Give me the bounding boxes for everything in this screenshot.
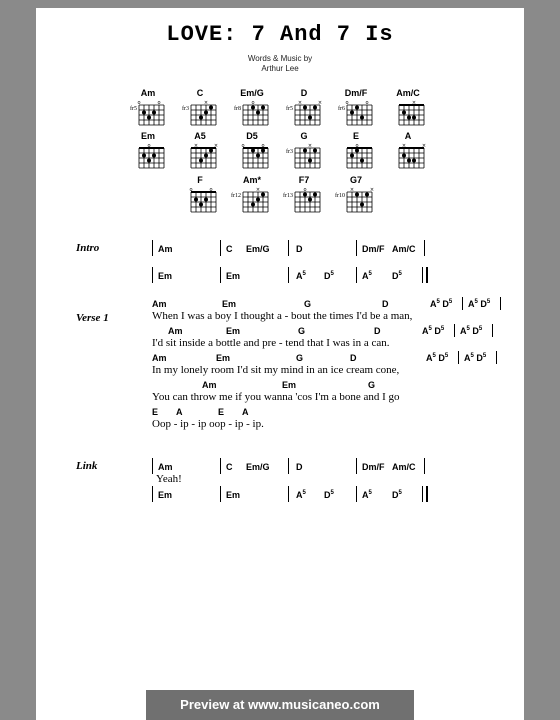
chord-diagram-name: Dm/F xyxy=(344,88,368,98)
chord-label: Dm/F xyxy=(362,244,385,254)
fretboard-grid xyxy=(119,142,177,172)
chord-diagram xyxy=(222,175,282,216)
chord-diagram xyxy=(222,131,282,172)
svg-text:×: × xyxy=(421,143,427,149)
chord-diagram xyxy=(274,131,334,172)
fret-position-label: fr13 xyxy=(283,193,293,199)
lyric-line: In my lonely room I'd sit my mind in an ice cream cone, xyxy=(152,364,400,376)
lyric-line: I'd sit inside a bottle and pre - tend that I was in a can. xyxy=(152,337,390,349)
chord-label: C xyxy=(226,462,233,472)
chord-label: $D^5$ xyxy=(324,490,334,500)
fretboard-grid xyxy=(275,142,333,172)
chord-label: Em xyxy=(222,299,237,309)
chord-label: G xyxy=(304,299,312,309)
chord-diagram xyxy=(118,131,178,172)
fretboard-grid xyxy=(327,186,385,216)
svg-text:o: o xyxy=(345,100,349,106)
chord-label: Em xyxy=(226,326,241,336)
chord-label: A xyxy=(242,407,249,417)
svg-text:×: × xyxy=(193,143,199,149)
chord-label: Am xyxy=(152,353,167,363)
chord-diagram-name: D xyxy=(300,88,308,98)
fretboard-grid xyxy=(327,99,385,129)
chord-label: E xyxy=(152,407,159,417)
chord-diagram-name: Am* xyxy=(242,175,261,185)
fret-position-label: fr12 xyxy=(231,193,241,199)
chord-diagram-name: F xyxy=(197,175,203,185)
svg-text:×: × xyxy=(411,100,417,106)
credit-words-music: Words & Music by xyxy=(247,54,313,63)
fretboard-grid xyxy=(223,142,281,172)
section-verse-1: Verse 1 xyxy=(76,312,109,324)
lyric-yeah: Yeah! xyxy=(156,473,182,485)
chord-diagram xyxy=(326,88,386,129)
chord-label: G xyxy=(298,326,306,336)
song-title: LOVE: 7 And 7 Is xyxy=(166,22,394,47)
fret-position-label: fr3 xyxy=(182,106,189,112)
chord-diagram-name: A5 xyxy=(194,131,206,141)
chord-diagram-name: A xyxy=(404,131,412,141)
credit-composer: Arthur Lee xyxy=(261,64,299,73)
fretboard-grid xyxy=(379,142,437,172)
chord-label: D xyxy=(374,326,381,336)
chord-label: $D^5$ xyxy=(392,271,402,281)
chord-diagram xyxy=(378,88,438,129)
svg-text:×: × xyxy=(349,187,355,193)
svg-text:o: o xyxy=(303,187,307,193)
chord-diagram xyxy=(326,175,386,216)
fretboard-grid xyxy=(379,99,437,129)
chord-label: Em xyxy=(158,271,173,281)
svg-text:o: o xyxy=(365,100,369,106)
chord-label: D xyxy=(382,299,389,309)
svg-text:o: o xyxy=(355,143,359,149)
svg-text:×: × xyxy=(369,187,375,193)
svg-text:o: o xyxy=(251,100,255,106)
chord-diagram-name: F7 xyxy=(298,175,310,185)
chord-label: $D^5$ xyxy=(392,490,402,500)
svg-text:o: o xyxy=(261,143,265,149)
chord-label: Am xyxy=(202,380,217,390)
fretboard-grid xyxy=(275,99,333,129)
svg-text:×: × xyxy=(401,143,407,149)
chord-label: C xyxy=(226,244,233,254)
chord-label: G xyxy=(296,353,304,363)
fret-position-label: fr6 xyxy=(338,106,345,112)
lyric-line: You can throw me if you wanna 'cos I'm a bone and I go xyxy=(152,391,400,403)
chord-label: $A^5$ $D^5$ xyxy=(464,353,487,363)
chord-label: Am xyxy=(158,244,173,254)
fret-position-label: fr3 xyxy=(286,149,293,155)
chord-label: $D^5$ xyxy=(324,271,334,281)
chord-diagram xyxy=(170,175,230,216)
fret-position-label: fr5 xyxy=(286,106,293,112)
fretboard-grid xyxy=(327,142,385,172)
chord-label: E xyxy=(218,407,225,417)
section-link: Link xyxy=(76,460,98,472)
chord-label: A xyxy=(176,407,183,417)
fret-position-label: fr8 xyxy=(234,106,241,112)
fret-position-label: fr5 xyxy=(130,106,137,112)
chord-diagram-name: Am/C xyxy=(396,88,420,98)
chord-diagram-name: G7 xyxy=(349,175,362,185)
preview-watermark-banner: Preview at www.musicaneo.com xyxy=(146,690,414,720)
chord-label: $A^5$ $D^5$ xyxy=(422,326,445,336)
lyric-line: When I was a boy I thought a - bout the times I'd be a man, xyxy=(152,310,413,322)
chord-diagram xyxy=(170,131,230,172)
chord-label: $A^5$ $D^5$ xyxy=(426,353,449,363)
chord-label: $A^5$ $D^5$ xyxy=(430,299,453,309)
chord-label: Em xyxy=(282,380,297,390)
section-intro: Intro xyxy=(76,242,100,254)
chord-label: $A^5$ xyxy=(362,271,372,281)
svg-text:×: × xyxy=(255,187,261,193)
svg-text:×: × xyxy=(307,143,313,149)
chord-label: Em/G xyxy=(246,462,270,472)
chord-diagram xyxy=(170,88,230,129)
chord-label: Em xyxy=(226,271,241,281)
chord-label: $A^5$ $D^5$ xyxy=(460,326,483,336)
chord-label: Em xyxy=(158,490,173,500)
chord-label: G xyxy=(368,380,376,390)
chord-diagram xyxy=(326,131,386,172)
chord-label: Am xyxy=(152,299,167,309)
chord-diagram-name: E xyxy=(352,131,359,141)
chord-diagram-name: Em/G xyxy=(240,88,264,98)
svg-text:o: o xyxy=(147,143,151,149)
chord-label: D xyxy=(350,353,357,363)
svg-text:o: o xyxy=(137,100,141,106)
chord-label: Am xyxy=(158,462,173,472)
fretboard-grid xyxy=(171,142,229,172)
svg-text:×: × xyxy=(213,143,219,149)
chord-diagram-name: C xyxy=(196,88,204,98)
chord-label: Am/C xyxy=(392,244,416,254)
chord-diagram-name: Em xyxy=(140,131,155,141)
fretboard-grid xyxy=(223,186,281,216)
chord-diagram xyxy=(222,88,282,129)
chord-diagram xyxy=(274,175,334,216)
svg-text:×: × xyxy=(203,100,209,106)
chord-label: Am/C xyxy=(392,462,416,472)
svg-text:×: × xyxy=(297,100,303,106)
fret-position-label: fr10 xyxy=(335,193,345,199)
svg-text:×: × xyxy=(317,100,323,106)
chord-label: Dm/F xyxy=(362,462,385,472)
chord-label: D xyxy=(296,244,303,254)
chord-diagram xyxy=(378,131,438,172)
chord-diagram-name: G xyxy=(300,131,308,141)
chord-diagram xyxy=(274,88,334,129)
chord-label: D xyxy=(296,462,303,472)
chord-diagram-name: D5 xyxy=(246,131,258,141)
chord-label: Am xyxy=(168,326,183,336)
lyric-line: Oop - ip - ip oop - ip - ip. xyxy=(152,418,264,430)
chord-label: Em/G xyxy=(246,244,270,254)
svg-text:o: o xyxy=(157,100,161,106)
chord-diagram-name: Am xyxy=(140,88,156,98)
chord-label: Em xyxy=(216,353,231,363)
chord-label: $A^5$ $D^5$ xyxy=(468,299,491,309)
svg-text:o: o xyxy=(189,187,193,193)
chord-label: $A^5$ xyxy=(362,490,372,500)
chord-label: $A^5$ xyxy=(296,271,306,281)
chord-label: $A^5$ xyxy=(296,490,306,500)
fretboard-grid xyxy=(171,186,229,216)
fretboard-grid xyxy=(275,186,333,216)
chord-diagram xyxy=(118,88,178,129)
fretboard-grid xyxy=(119,99,177,129)
fretboard-grid xyxy=(223,99,281,129)
svg-text:o: o xyxy=(241,143,245,149)
chord-label: Em xyxy=(226,490,241,500)
svg-text:o: o xyxy=(209,187,213,193)
fretboard-grid xyxy=(171,99,229,129)
